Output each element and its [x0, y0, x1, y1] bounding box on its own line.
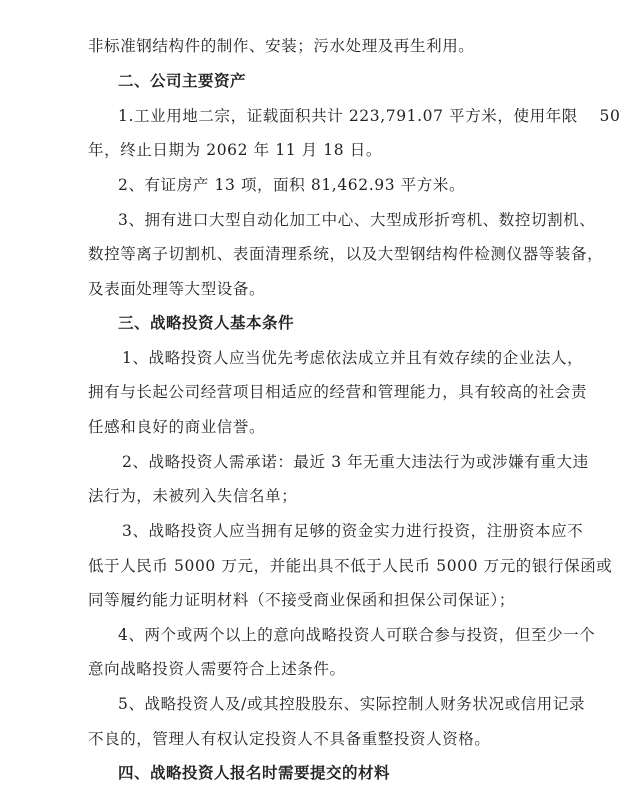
text-line: 3、拥有进口大型自动化加工中心、大型成形折弯机、数控切割机、: [118, 211, 596, 229]
text-line: 2、有证房产 13 项，面积 81,462.93 平方米。: [118, 176, 466, 194]
text-line: 任感和良好的商业信誉。: [88, 418, 266, 436]
text-line: 3、战略投资人应当拥有足够的资金实力进行投资，注册资本应不: [122, 522, 584, 540]
section-heading: 三、战略投资人基本条件: [118, 314, 295, 332]
text-line: 法行为，未被列入失信名单；: [88, 487, 298, 505]
text-line: 拥有与长起公司经营项目相适应的经营和管理能力，具有较高的社会责: [88, 383, 588, 401]
text-line: 不良的，管理人有权认定投资人不具备重整投资人资格。: [88, 730, 491, 748]
text-line: 1、战略投资人应当优先考虑依法成立并且有效存续的企业法人，: [122, 349, 584, 367]
section-heading: 二、公司主要资产: [118, 72, 247, 90]
text-line: 及表面处理等大型设备。: [88, 280, 266, 298]
section-heading: 四、战略投资人报名时需要提交的材料: [118, 764, 391, 782]
text-line: 5、战略投资人及/或其控股股东、实际控制人财务状况或信用记录: [118, 695, 586, 713]
text-line: 数控等离子切割机、表面清理系统，以及大型钢结构件检测仪器等装备，: [88, 245, 604, 263]
text-line: 1.工业用地二宗，证载面积共计 223,791.07 平方米，使用年限 50: [118, 107, 621, 125]
text-line: 非标准钢结构件的制作、安装；污水处理及再生利用。: [88, 37, 475, 55]
text-line: 同等履约能力证明材料（不接受商业保函和担保公司保证）；: [88, 591, 515, 609]
text-line: 4、两个或两个以上的意向战略投资人可联合参与投资，但至少一个: [118, 626, 596, 644]
text-line: 低于人民币 5000 万元，并能出具不低于人民币 5000 万元的银行保函或: [88, 557, 613, 575]
text-line: 年，终止日期为 2062 年 11 月 18 日。: [88, 141, 382, 159]
text-line: 意向战略投资人需要符合上述条件。: [88, 660, 346, 678]
text-line: 2、战略投资人需承诺：最近 3 年无重大违法行为或涉嫌有重大违: [122, 453, 589, 471]
